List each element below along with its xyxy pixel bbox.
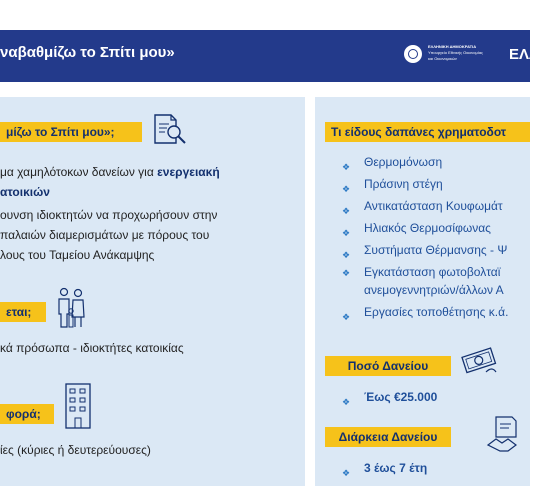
bullet-diamond-icon: ❖ (342, 250, 351, 260)
bullet-diamond-icon: ❖ (342, 162, 351, 172)
bullet-diamond-icon: ❖ (342, 206, 351, 216)
duration-value: 3 έως 7 έτη (364, 461, 428, 475)
list-item (342, 301, 542, 323)
logo-line-3: και Οικονομικών (428, 56, 457, 61)
amount-label: Ποσό Δανείου (325, 356, 451, 376)
expense-text: Ηλιακός Θερμοσίφωνας (364, 221, 491, 235)
duration-value-row (342, 457, 427, 479)
what-is-line-3: ουνση ιδιοκτητών να προχωρήσουν στην (0, 208, 218, 222)
money-icon (460, 344, 500, 383)
family-icon (56, 287, 86, 336)
list-item (342, 151, 542, 173)
what-is-line-5: λους του Ταμείου Ανάκαμψης (0, 248, 155, 262)
list-item (342, 457, 427, 479)
what-is-line-1-bold: ενεργειακή (157, 165, 220, 179)
who-text: κά πρόσωπα - ιδιοκτήτες κατοικίας (0, 341, 184, 355)
bullet-diamond-icon: ❖ (342, 184, 351, 194)
list-item (342, 261, 542, 301)
handshake-contract-icon (486, 415, 522, 460)
bullet-diamond-icon: ❖ (342, 268, 351, 278)
government-emblem-icon (404, 45, 422, 63)
expense-text-continued: ανεμογεννητριών/άλλων Α (364, 283, 504, 297)
what-is-line-2 (0, 182, 50, 202)
amount-value-row (342, 386, 437, 408)
what-is-line-1 (0, 162, 220, 182)
expense-text: Αντικατάσταση Κουφωμάτ (364, 199, 503, 213)
expense-text: Θερμομόνωση (364, 155, 443, 169)
what-is-label: μίζω το Σπίτι μου»; (0, 122, 142, 142)
list-item (342, 173, 542, 195)
list-item (342, 386, 437, 408)
bullet-diamond-icon: ❖ (342, 312, 351, 322)
list-item (342, 195, 542, 217)
who-label: εται; (0, 302, 46, 322)
what-is-line-4: παλαιών διαμερισμάτων με πόρους του (0, 228, 210, 242)
building-icon (64, 382, 92, 435)
expense-text: Πράσινη στέγη (364, 177, 443, 191)
page-title: ναβαθμίζω το Σπίτι μου» (0, 44, 175, 61)
government-logo-text (428, 44, 498, 62)
amount-value: Έως €25.000 (364, 390, 438, 404)
expenses-list (342, 151, 542, 323)
what-is-line-1-text: μα χαμηλότοκων δανείων για (0, 165, 158, 179)
header-bar (0, 30, 540, 82)
expense-text: Εργασίες τοποθέτησης κ.ά. (364, 305, 509, 319)
bullet-diamond-icon: ❖ (342, 397, 351, 407)
expense-text: Συστήματα Θέρμανσης - Ψ (364, 243, 508, 257)
list-item (342, 239, 542, 261)
bullet-diamond-icon: ❖ (342, 228, 351, 238)
concerns-text: ίες (κύριες ή δευτερεύουσες) (0, 443, 151, 457)
left-panel (0, 97, 305, 486)
duration-label: Διάρκεια Δανείου (325, 427, 451, 447)
logo-line-2: Υπουργείο Εθνικής Οικονομίας (428, 50, 483, 55)
document-search-icon (152, 113, 188, 152)
list-item (342, 217, 542, 239)
concerns-label: φορά; (0, 404, 54, 424)
bullet-diamond-icon: ❖ (342, 468, 351, 478)
expense-text: Εγκατάσταση φωτοβολταϊ (364, 265, 501, 279)
expenses-label: Τι είδους δαπάνες χρηματοδοτ (325, 122, 530, 142)
brand-right: ΕΛΛ (509, 46, 540, 63)
logo-line-1: ΕΛΛΗΝΙΚΗ ΔΗΜΟΚΡΑΤΙΑ (428, 44, 477, 49)
what-is-line-2-bold: ατοικιών (0, 185, 50, 199)
